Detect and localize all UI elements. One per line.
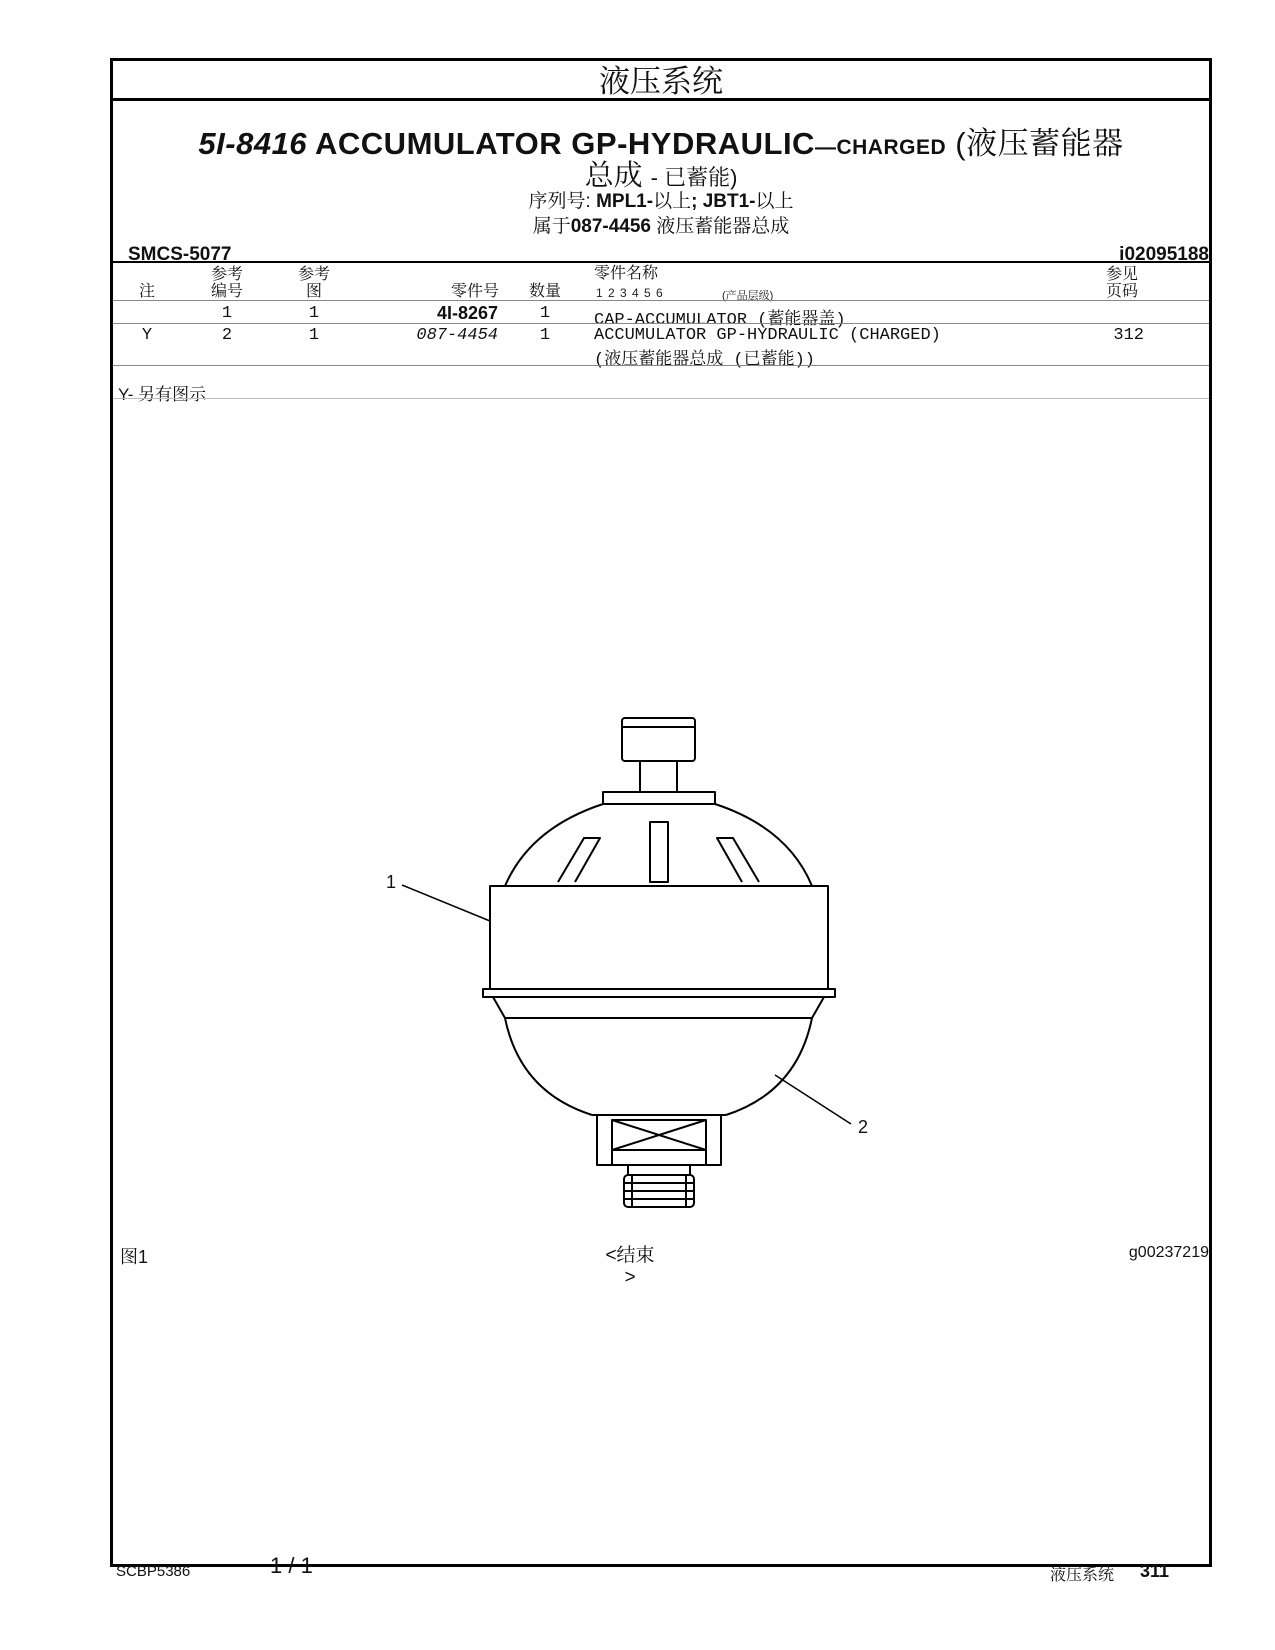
serial-range2-prefix: JBT1-: [702, 191, 756, 212]
header-see-page-2: 页码: [1105, 283, 1138, 300]
row-part-name: ACCUMULATOR GP-HYDRAULIC (CHARGED): [594, 326, 941, 345]
header-part-number: 零件号: [450, 283, 499, 300]
row-part-number[interactable]: 087-4454: [416, 326, 498, 345]
assembly-cn-name-cont: 总成: [584, 160, 643, 192]
row-part-name-cont: (液压蓄能器总成 (已蓄能)): [594, 351, 816, 370]
serial-range1-suffix: 以上: [653, 191, 692, 212]
header-levels-note: (产品层级): [722, 290, 774, 302]
assembly-cn-name: (液压蓄能器: [955, 126, 1124, 161]
section-title: 液压系统: [599, 64, 723, 99]
parent-label: 属于: [532, 216, 571, 237]
assembly-part-number[interactable]: 5I-8416: [198, 126, 308, 161]
parent-part-number[interactable]: 087-4456: [570, 216, 651, 237]
parent-name: 液压蓄能器总成: [656, 216, 790, 237]
note-legend: Y- 另有图示: [118, 385, 207, 404]
header-ref-no-1: 参考: [210, 266, 243, 283]
figure-label: 图1: [120, 1247, 149, 1267]
row-note: Y: [141, 326, 153, 345]
assembly-name: ACCUMULATOR GP-HYDRAULIC: [315, 126, 815, 161]
footer-page-of: 1 / 1: [270, 1553, 313, 1578]
accumulator-body: [483, 989, 835, 1207]
serial-separator: ;: [691, 191, 698, 212]
row-qty: 1: [539, 326, 551, 345]
callout-2-leader: [775, 1075, 851, 1124]
callout-2[interactable]: 2: [858, 1117, 869, 1137]
row-part-number[interactable]: 4I-8267: [436, 303, 498, 323]
header-ref-fig-1: 参考: [297, 266, 330, 283]
header-part-name: 零件名称: [594, 265, 659, 282]
row-ref-fig: 1: [308, 304, 320, 323]
accumulator-cap: [490, 718, 828, 989]
footer-doc-id: SCBP5386: [116, 1563, 191, 1580]
row-ref-fig: 1: [308, 326, 320, 345]
serial-range1-prefix: MPL1-: [596, 191, 654, 212]
header-levels: 1 2 3 4 5 6: [596, 286, 664, 300]
header-qty: 数量: [528, 283, 561, 300]
assembly-cn-suffix: - 已蓄能): [650, 165, 738, 190]
header-note: 注: [138, 283, 155, 300]
serial-range2-suffix: 以上: [755, 191, 794, 212]
row-see-page[interactable]: 312: [1113, 326, 1144, 345]
footer-page-number: 311: [1140, 1561, 1170, 1581]
smcs-code: SMCS-5077: [128, 244, 232, 265]
illustration-id: i02095188: [1119, 244, 1209, 265]
assembly-suffix: —CHARGED: [814, 136, 947, 159]
serial-label: 序列号:: [528, 191, 591, 212]
footer-section: 液压系统: [1050, 1567, 1115, 1584]
row-ref-no: 1: [221, 304, 233, 323]
callout-1[interactable]: 1: [386, 872, 397, 892]
row-part-name: CAP-ACCUMULATOR (蓄能器盖): [594, 311, 846, 330]
header-see-page-1: 参见: [1105, 266, 1138, 283]
end-marker: <结束>: [605, 1245, 655, 1288]
header-ref-fig-2: 图: [305, 283, 322, 300]
row-qty: 1: [539, 304, 551, 323]
callout-1-leader: [402, 885, 490, 921]
row-ref-no: 2: [221, 326, 233, 345]
graphic-id: g00237219: [1128, 1244, 1209, 1261]
header-ref-no-2: 编号: [210, 283, 243, 300]
